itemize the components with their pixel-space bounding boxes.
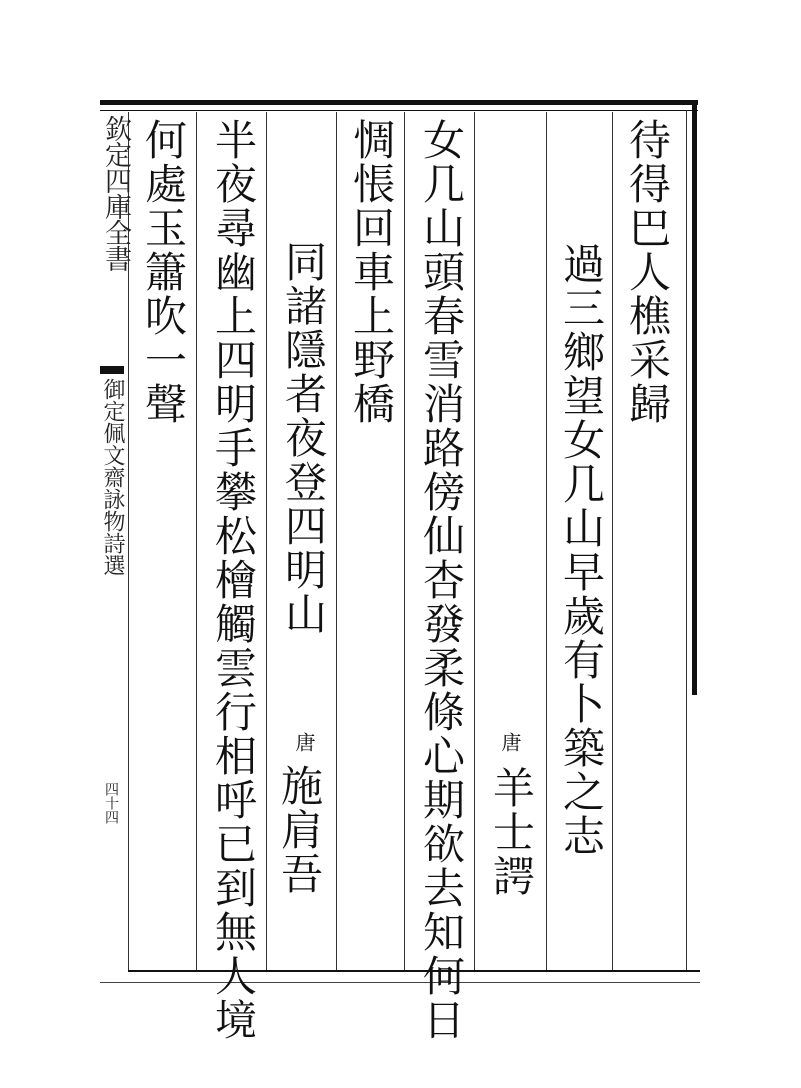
bottom-border-outer [100,982,700,983]
column-divider [404,112,405,970]
right-border-thick [692,100,697,695]
column-divider [336,112,337,970]
poem-line: 待得巴人樵采歸 [623,118,672,426]
top-border-thick [100,100,698,105]
column-divider [196,112,197,970]
top-border-thin [100,110,698,111]
column-divider [474,112,475,970]
column-divider [266,112,267,970]
poet-name: 羊士諤 [487,766,536,898]
book-title: 御定佩文齋詠物詩選 [100,378,125,576]
fish-tail-mark [100,366,124,374]
poet-dynasty: 唐 [498,732,522,754]
poem-line: 何處玉簫吹一聲 [139,118,188,426]
poet-name: 施肩吾 [275,764,324,896]
poem-line: 惆悵回車上野橋 [347,118,396,426]
poet-dynasty: 唐 [292,732,316,754]
right-border-thin [686,110,687,970]
poem-line: 半夜尋幽上四明手攀松檜觸雲行相呼已到無人境 [209,118,258,1042]
column-divider [546,112,547,970]
column-divider [612,112,613,970]
poem-title: 同諸隱者夜登四明山 [279,240,328,636]
poem-line: 女几山頭春雪消路傍仙杏發柔條心期欲去知何日 [417,118,466,1042]
poem-title: 過三鄉望女几山早歲有卜築之志 [557,242,606,858]
collection-title: 欽定四庫全書 [100,115,131,271]
page-number: 四十四 [103,782,119,824]
